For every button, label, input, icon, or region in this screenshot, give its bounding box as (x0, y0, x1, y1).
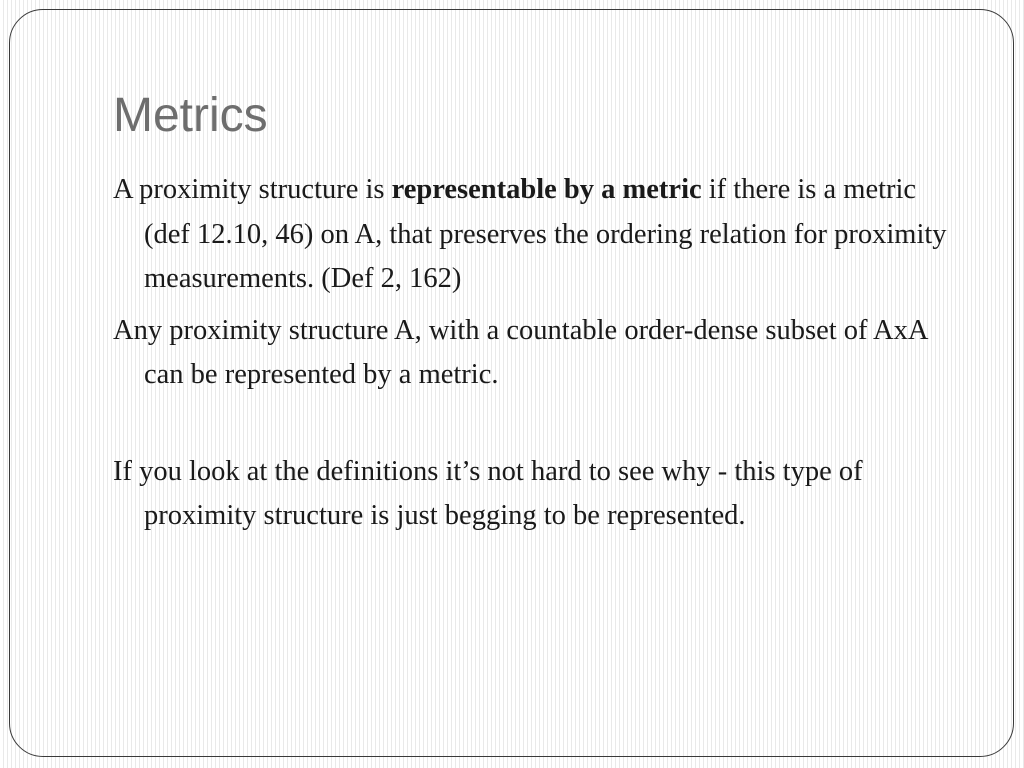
paragraph-1-lead-text: A proximity structure is (113, 174, 392, 205)
slide-body (113, 168, 953, 546)
slide-title: Metrics (113, 89, 268, 142)
paragraph-1-trailing-text: if there is a metric (def 12.10, 46) on A, that preserves the ordering relation for proximity measurements. (Def 2, 162) (144, 174, 947, 294)
paragraph-definitions-remark: If you look at the definitions it’s not hard to see why - this type of proximity structure is just begging to be represented. (113, 455, 863, 531)
paragraph-representable (113, 168, 953, 302)
paragraph-1-emphasis: representable by a metric (391, 174, 702, 205)
paragraph-countable-subset: Any proximity structure A, with a countable order-dense subset of AxA can be represented by a metric. (113, 314, 927, 390)
